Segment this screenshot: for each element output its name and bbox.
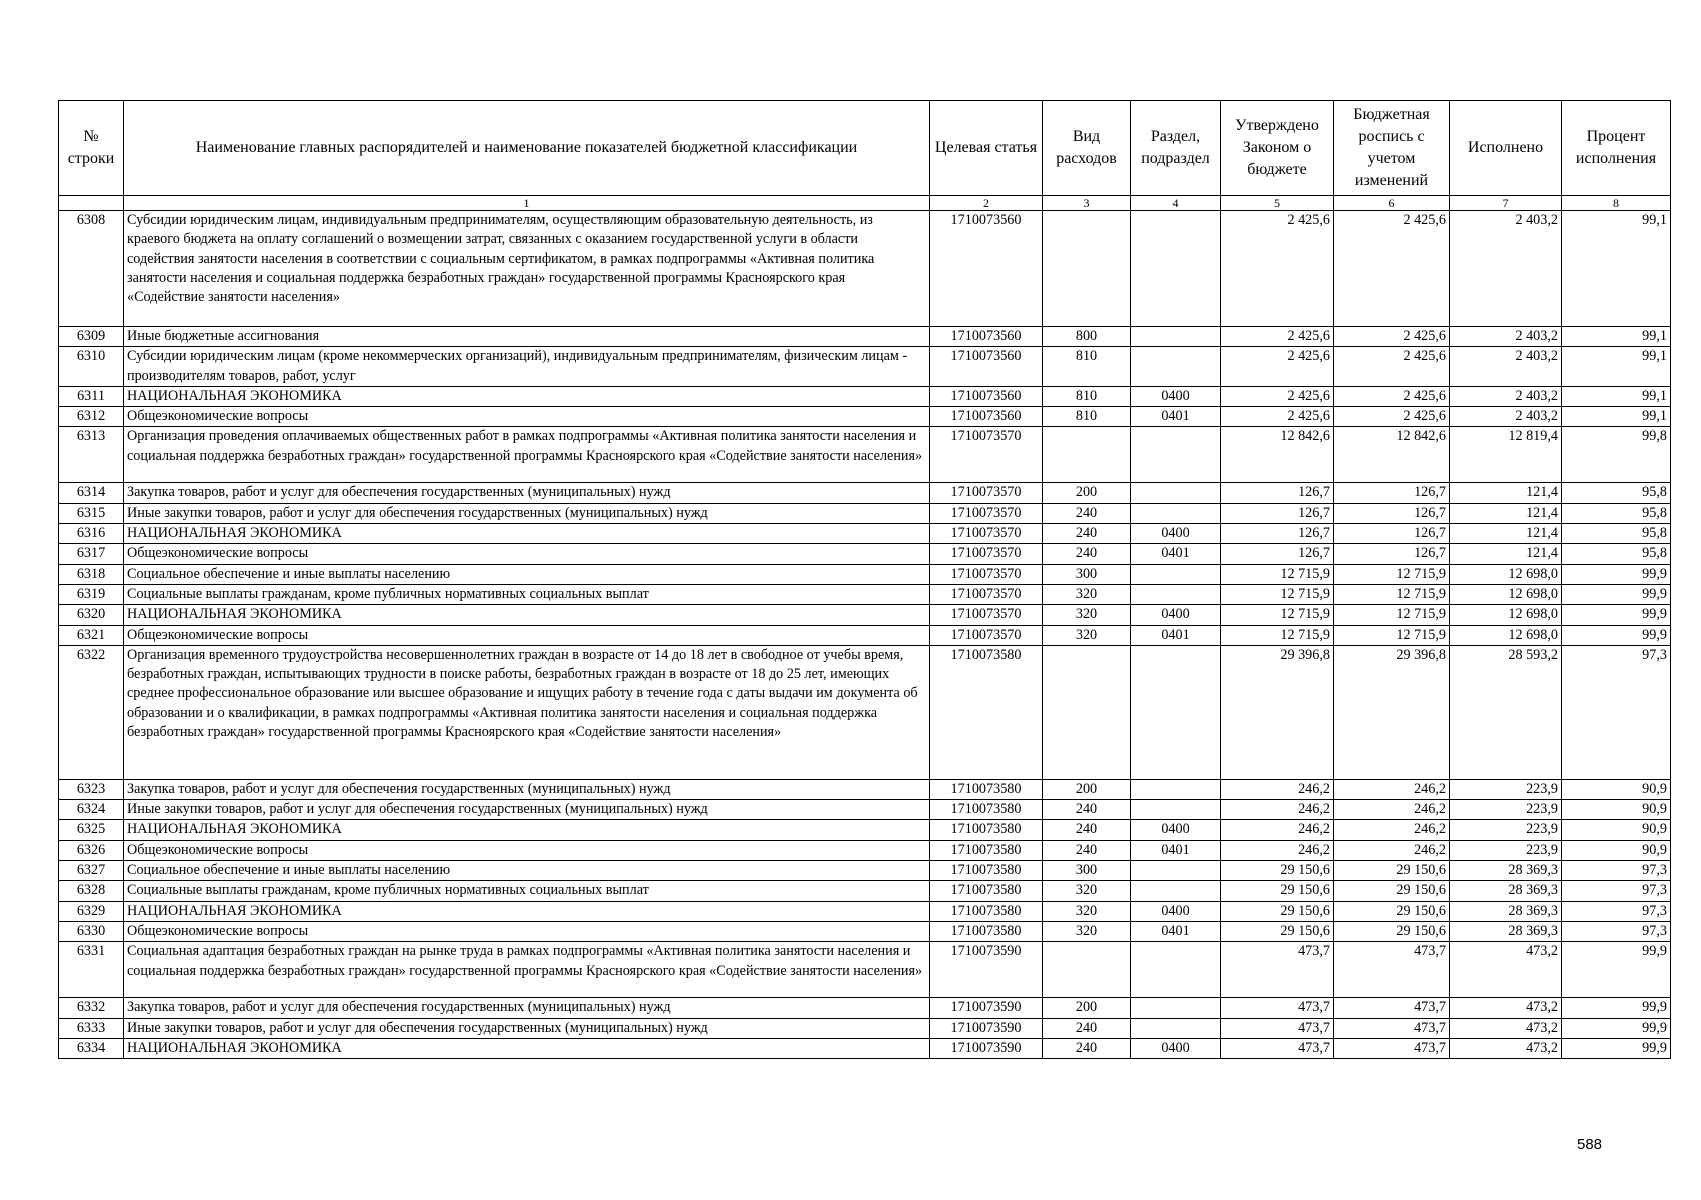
cell-approved: 2 425,6 <box>1221 327 1334 347</box>
cell-row-number: 6327 <box>59 861 124 881</box>
cell-name: Закупка товаров, работ и услуг для обеспечения государственных (муниципальных) нужд <box>124 998 930 1018</box>
colnum: 7 <box>1450 196 1562 211</box>
cell-row-number: 6317 <box>59 544 124 564</box>
cell-target-article: 1710073570 <box>930 544 1043 564</box>
cell-executed: 28 369,3 <box>1450 921 1562 941</box>
cell-row-number: 6315 <box>59 503 124 523</box>
cell-section: 0400 <box>1131 524 1221 544</box>
cell-name: Иные закупки товаров, работ и услуг для обеспечения государственных (муниципальных) нужд <box>124 800 930 820</box>
cell-section <box>1131 427 1221 483</box>
header-percent: Процент исполнения <box>1562 101 1671 196</box>
cell-expense-type: 320 <box>1043 584 1131 604</box>
table-row <box>59 921 1671 941</box>
cell-percent: 99,1 <box>1562 407 1671 427</box>
cell-executed: 473,2 <box>1450 1018 1562 1038</box>
cell-name: НАЦИОНАЛЬНАЯ ЭКОНОМИКА <box>124 901 930 921</box>
cell-executed: 2 403,2 <box>1450 211 1562 327</box>
cell-expense-type: 320 <box>1043 625 1131 645</box>
cell-name: Организация временного трудоустройства несовершеннолетних граждан в возрасте от 14 до 18 лет в свободное от учебы время, безработных граждан, испытывающих трудности в поиске работы, безработных граждан в возрасте от 18 до 25 лет, имеющих среднее профессиональное образование или высшее образование и ищущих работу в течение года с даты выдачи им документа об образовании и о квалификации, в рамках подпрограммы «Активная политика занятости населения и социальная поддержка безработных граждан» государственной программы Красноярского края «Содействие занятости населения» <box>124 645 930 779</box>
cell-row-number: 6310 <box>59 347 124 387</box>
cell-expense-type: 300 <box>1043 564 1131 584</box>
cell-approved: 473,7 <box>1221 942 1334 998</box>
cell-executed: 2 403,2 <box>1450 407 1562 427</box>
cell-expense-type: 300 <box>1043 861 1131 881</box>
cell-executed: 2 403,2 <box>1450 386 1562 406</box>
page-number: 588 <box>1577 1136 1603 1153</box>
cell-section <box>1131 645 1221 779</box>
cell-row-number: 6331 <box>59 942 124 998</box>
cell-section <box>1131 503 1221 523</box>
cell-percent: 95,8 <box>1562 524 1671 544</box>
cell-section <box>1131 800 1221 820</box>
cell-executed: 12 698,0 <box>1450 584 1562 604</box>
cell-budget-schedule: 29 150,6 <box>1334 861 1450 881</box>
cell-expense-type: 240 <box>1043 544 1131 564</box>
cell-name: НАЦИОНАЛЬНАЯ ЭКОНОМИКА <box>124 386 930 406</box>
cell-target-article: 1710073570 <box>930 564 1043 584</box>
cell-percent: 99,9 <box>1562 998 1671 1018</box>
table-row <box>59 998 1671 1018</box>
cell-expense-type: 200 <box>1043 779 1131 799</box>
cell-budget-schedule: 29 150,6 <box>1334 921 1450 941</box>
cell-row-number: 6324 <box>59 800 124 820</box>
cell-row-number: 6328 <box>59 881 124 901</box>
cell-section <box>1131 347 1221 387</box>
cell-expense-type: 240 <box>1043 1018 1131 1038</box>
cell-row-number: 6319 <box>59 584 124 604</box>
cell-executed: 121,4 <box>1450 524 1562 544</box>
table-row <box>59 1018 1671 1038</box>
table-body <box>59 211 1671 1059</box>
cell-percent: 99,9 <box>1562 942 1671 998</box>
cell-approved: 246,2 <box>1221 800 1334 820</box>
table-row <box>59 211 1671 327</box>
cell-approved: 473,7 <box>1221 998 1334 1018</box>
cell-row-number: 6332 <box>59 998 124 1018</box>
cell-name: Иные бюджетные ассигнования <box>124 327 930 347</box>
cell-expense-type: 320 <box>1043 921 1131 941</box>
cell-target-article: 1710073570 <box>930 483 1043 503</box>
cell-budget-schedule: 12 715,9 <box>1334 584 1450 604</box>
cell-section: 0400 <box>1131 605 1221 625</box>
cell-approved: 12 715,9 <box>1221 584 1334 604</box>
table-row <box>59 524 1671 544</box>
cell-executed: 28 369,3 <box>1450 901 1562 921</box>
cell-budget-schedule: 12 715,9 <box>1334 564 1450 584</box>
cell-expense-type: 810 <box>1043 386 1131 406</box>
cell-target-article: 1710073580 <box>930 779 1043 799</box>
cell-percent: 99,9 <box>1562 584 1671 604</box>
cell-name: Общеэкономические вопросы <box>124 625 930 645</box>
cell-target-article: 1710073580 <box>930 881 1043 901</box>
cell-expense-type: 200 <box>1043 998 1131 1018</box>
cell-section: 0401 <box>1131 840 1221 860</box>
colnum: 2 <box>930 196 1043 211</box>
cell-section: 0400 <box>1131 1038 1221 1058</box>
table-row <box>59 564 1671 584</box>
cell-percent: 95,8 <box>1562 483 1671 503</box>
cell-name: Иные закупки товаров, работ и услуг для обеспечения государственных (муниципальных) нужд <box>124 1018 930 1038</box>
table-row <box>59 942 1671 998</box>
cell-approved: 12 715,9 <box>1221 564 1334 584</box>
cell-approved: 126,7 <box>1221 524 1334 544</box>
cell-name: НАЦИОНАЛЬНАЯ ЭКОНОМИКА <box>124 1038 930 1058</box>
cell-section <box>1131 1018 1221 1038</box>
cell-target-article: 1710073590 <box>930 998 1043 1018</box>
cell-budget-schedule: 473,7 <box>1334 1038 1450 1058</box>
cell-approved: 246,2 <box>1221 820 1334 840</box>
colnum: 5 <box>1221 196 1334 211</box>
cell-target-article: 1710073570 <box>930 427 1043 483</box>
cell-budget-schedule: 29 396,8 <box>1334 645 1450 779</box>
cell-target-article: 1710073590 <box>930 1018 1043 1038</box>
cell-expense-type <box>1043 645 1131 779</box>
cell-row-number: 6322 <box>59 645 124 779</box>
cell-percent: 90,9 <box>1562 820 1671 840</box>
header-row-number: № строки <box>59 101 124 196</box>
cell-approved: 12 842,6 <box>1221 427 1334 483</box>
cell-row-number: 6333 <box>59 1018 124 1038</box>
cell-budget-schedule: 473,7 <box>1334 942 1450 998</box>
cell-budget-schedule: 29 150,6 <box>1334 881 1450 901</box>
cell-executed: 12 698,0 <box>1450 564 1562 584</box>
cell-executed: 28 369,3 <box>1450 861 1562 881</box>
cell-executed: 121,4 <box>1450 544 1562 564</box>
cell-section <box>1131 584 1221 604</box>
cell-executed: 121,4 <box>1450 483 1562 503</box>
cell-name: Социальные выплаты гражданам, кроме публичных нормативных социальных выплат <box>124 881 930 901</box>
column-number-row <box>59 196 1671 211</box>
cell-row-number: 6312 <box>59 407 124 427</box>
cell-executed: 12 698,0 <box>1450 605 1562 625</box>
cell-row-number: 6309 <box>59 327 124 347</box>
cell-row-number: 6326 <box>59 840 124 860</box>
cell-budget-schedule: 126,7 <box>1334 524 1450 544</box>
table-row <box>59 544 1671 564</box>
cell-executed: 28 593,2 <box>1450 645 1562 779</box>
cell-name: Закупка товаров, работ и услуг для обеспечения государственных (муниципальных) нужд <box>124 779 930 799</box>
cell-section <box>1131 942 1221 998</box>
cell-budget-schedule: 2 425,6 <box>1334 407 1450 427</box>
cell-executed: 2 403,2 <box>1450 347 1562 387</box>
cell-target-article: 1710073580 <box>930 901 1043 921</box>
cell-approved: 473,7 <box>1221 1038 1334 1058</box>
cell-approved: 2 425,6 <box>1221 386 1334 406</box>
cell-target-article: 1710073570 <box>930 584 1043 604</box>
cell-percent: 99,1 <box>1562 386 1671 406</box>
cell-row-number: 6321 <box>59 625 124 645</box>
cell-budget-schedule: 246,2 <box>1334 779 1450 799</box>
cell-name: Социальное обеспечение и иные выплаты населению <box>124 564 930 584</box>
cell-section: 0401 <box>1131 407 1221 427</box>
cell-approved: 12 715,9 <box>1221 625 1334 645</box>
cell-approved: 29 150,6 <box>1221 881 1334 901</box>
cell-row-number: 6308 <box>59 211 124 327</box>
cell-section: 0400 <box>1131 820 1221 840</box>
cell-percent: 95,8 <box>1562 503 1671 523</box>
cell-approved: 2 425,6 <box>1221 347 1334 387</box>
header-name: Наименование главных распорядителей и наименование показателей бюджетной классификации <box>124 101 930 196</box>
table-row <box>59 327 1671 347</box>
cell-budget-schedule: 12 715,9 <box>1334 605 1450 625</box>
cell-row-number: 6325 <box>59 820 124 840</box>
header-section: Раздел, подраздел <box>1131 101 1221 196</box>
cell-budget-schedule: 126,7 <box>1334 483 1450 503</box>
table-row <box>59 483 1671 503</box>
header-expense-type: Вид расходов <box>1043 101 1131 196</box>
cell-row-number: 6316 <box>59 524 124 544</box>
cell-expense-type: 200 <box>1043 483 1131 503</box>
cell-percent: 95,8 <box>1562 544 1671 564</box>
cell-percent: 97,3 <box>1562 921 1671 941</box>
cell-approved: 126,7 <box>1221 483 1334 503</box>
cell-budget-schedule: 246,2 <box>1334 820 1450 840</box>
cell-executed: 473,2 <box>1450 942 1562 998</box>
cell-row-number: 6314 <box>59 483 124 503</box>
colnum: 8 <box>1562 196 1671 211</box>
table-row <box>59 584 1671 604</box>
cell-name: Общеэкономические вопросы <box>124 544 930 564</box>
table-row <box>59 1038 1671 1058</box>
cell-percent: 99,9 <box>1562 1018 1671 1038</box>
cell-name: Иные закупки товаров, работ и услуг для обеспечения государственных (муниципальных) нужд <box>124 503 930 523</box>
cell-budget-schedule: 12 842,6 <box>1334 427 1450 483</box>
cell-expense-type: 810 <box>1043 347 1131 387</box>
colnum: 4 <box>1131 196 1221 211</box>
cell-name: Социальная адаптация безработных граждан на рынке труда в рамках подпрограммы «Активная политика занятости населения и социальная поддержка безработных граждан» государственной программы Красноярского края «Содействие занятости населения» <box>124 942 930 998</box>
cell-target-article: 1710073570 <box>930 503 1043 523</box>
cell-section: 0400 <box>1131 901 1221 921</box>
cell-executed: 223,9 <box>1450 820 1562 840</box>
cell-budget-schedule: 473,7 <box>1334 998 1450 1018</box>
header-executed: Исполнено <box>1450 101 1562 196</box>
cell-percent: 90,9 <box>1562 800 1671 820</box>
cell-expense-type: 240 <box>1043 820 1131 840</box>
cell-approved: 29 150,6 <box>1221 861 1334 881</box>
cell-expense-type <box>1043 942 1131 998</box>
cell-name: Субсидии юридическим лицам (кроме некоммерческих организаций), индивидуальным предпринимателям, физическим лицам - производителям товаров, работ, услуг <box>124 347 930 387</box>
cell-percent: 90,9 <box>1562 840 1671 860</box>
cell-budget-schedule: 2 425,6 <box>1334 386 1450 406</box>
cell-executed: 2 403,2 <box>1450 327 1562 347</box>
cell-percent: 99,9 <box>1562 605 1671 625</box>
table-row <box>59 386 1671 406</box>
cell-target-article: 1710073560 <box>930 386 1043 406</box>
cell-approved: 12 715,9 <box>1221 605 1334 625</box>
cell-name: Социальные выплаты гражданам, кроме публичных нормативных социальных выплат <box>124 584 930 604</box>
cell-expense-type <box>1043 211 1131 327</box>
cell-executed: 28 369,3 <box>1450 881 1562 901</box>
cell-executed: 473,2 <box>1450 1038 1562 1058</box>
cell-executed: 473,2 <box>1450 998 1562 1018</box>
cell-expense-type: 320 <box>1043 881 1131 901</box>
cell-row-number: 6323 <box>59 779 124 799</box>
cell-approved: 126,7 <box>1221 544 1334 564</box>
colnum: 1 <box>124 196 930 211</box>
cell-name: НАЦИОНАЛЬНАЯ ЭКОНОМИКА <box>124 605 930 625</box>
cell-row-number: 6313 <box>59 427 124 483</box>
cell-budget-schedule: 2 425,6 <box>1334 327 1450 347</box>
cell-target-article: 1710073580 <box>930 645 1043 779</box>
cell-percent: 99,9 <box>1562 564 1671 584</box>
cell-row-number: 6320 <box>59 605 124 625</box>
cell-section <box>1131 327 1221 347</box>
cell-budget-schedule: 2 425,6 <box>1334 211 1450 327</box>
cell-section <box>1131 881 1221 901</box>
cell-name: Общеэкономические вопросы <box>124 407 930 427</box>
table-row <box>59 861 1671 881</box>
cell-percent: 97,3 <box>1562 901 1671 921</box>
cell-target-article: 1710073580 <box>930 861 1043 881</box>
cell-approved: 2 425,6 <box>1221 211 1334 327</box>
cell-target-article: 1710073580 <box>930 820 1043 840</box>
cell-approved: 29 150,6 <box>1221 901 1334 921</box>
cell-expense-type: 240 <box>1043 840 1131 860</box>
table-row <box>59 625 1671 645</box>
cell-expense-type: 810 <box>1043 407 1131 427</box>
table-row <box>59 881 1671 901</box>
cell-budget-schedule: 126,7 <box>1334 544 1450 564</box>
cell-executed: 223,9 <box>1450 779 1562 799</box>
cell-budget-schedule: 12 715,9 <box>1334 625 1450 645</box>
cell-percent: 99,8 <box>1562 427 1671 483</box>
cell-budget-schedule: 246,2 <box>1334 840 1450 860</box>
cell-name: Социальное обеспечение и иные выплаты населению <box>124 861 930 881</box>
table-row <box>59 840 1671 860</box>
cell-expense-type: 240 <box>1043 503 1131 523</box>
table-row <box>59 503 1671 523</box>
cell-executed: 121,4 <box>1450 503 1562 523</box>
table-row <box>59 347 1671 387</box>
cell-row-number: 6330 <box>59 921 124 941</box>
table-row <box>59 645 1671 779</box>
header-approved: Утверждено Законом о бюджете <box>1221 101 1334 196</box>
cell-expense-type: 320 <box>1043 605 1131 625</box>
cell-name: Закупка товаров, работ и услуг для обеспечения государственных (муниципальных) нужд <box>124 483 930 503</box>
cell-executed: 12 698,0 <box>1450 625 1562 645</box>
table-header-row <box>59 101 1671 196</box>
cell-percent: 99,1 <box>1562 347 1671 387</box>
cell-expense-type: 320 <box>1043 901 1131 921</box>
cell-section: 0401 <box>1131 921 1221 941</box>
cell-target-article: 1710073560 <box>930 347 1043 387</box>
table-row <box>59 605 1671 625</box>
cell-section <box>1131 861 1221 881</box>
cell-percent: 97,3 <box>1562 881 1671 901</box>
cell-budget-schedule: 473,7 <box>1334 1018 1450 1038</box>
cell-target-article: 1710073570 <box>930 625 1043 645</box>
budget-table <box>58 100 1671 1059</box>
cell-executed: 12 819,4 <box>1450 427 1562 483</box>
cell-name: Субсидии юридическим лицам, индивидуальным предпринимателям, осуществляющим образовательную деятельность, из краевого бюджета на оплату соглашений о возмещении затрат, связанных с оказанием государственной услуги в области содействия занятости населения в соответствии с социальным сертификатом, в рамках подпрограммы «Активная политика занятости населения и социальная поддержка безработных граждан» государственной программы Красноярского края «Содействие занятости населения» <box>124 211 930 327</box>
cell-target-article: 1710073570 <box>930 605 1043 625</box>
cell-percent: 97,3 <box>1562 861 1671 881</box>
cell-budget-schedule: 246,2 <box>1334 800 1450 820</box>
cell-target-article: 1710073590 <box>930 942 1043 998</box>
cell-target-article: 1710073580 <box>930 921 1043 941</box>
cell-expense-type: 240 <box>1043 800 1131 820</box>
cell-target-article: 1710073580 <box>930 840 1043 860</box>
table-row <box>59 800 1671 820</box>
cell-target-article: 1710073560 <box>930 211 1043 327</box>
cell-section <box>1131 211 1221 327</box>
cell-approved: 246,2 <box>1221 840 1334 860</box>
table-row <box>59 407 1671 427</box>
colnum-blank <box>59 196 124 211</box>
cell-target-article: 1710073570 <box>930 524 1043 544</box>
cell-section: 0401 <box>1131 625 1221 645</box>
cell-target-article: 1710073590 <box>930 1038 1043 1058</box>
cell-expense-type: 240 <box>1043 524 1131 544</box>
cell-expense-type <box>1043 427 1131 483</box>
table-row <box>59 901 1671 921</box>
cell-name: Общеэкономические вопросы <box>124 921 930 941</box>
cell-approved: 29 396,8 <box>1221 645 1334 779</box>
cell-expense-type: 800 <box>1043 327 1131 347</box>
table-row <box>59 779 1671 799</box>
cell-percent: 99,1 <box>1562 327 1671 347</box>
cell-executed: 223,9 <box>1450 800 1562 820</box>
cell-row-number: 6318 <box>59 564 124 584</box>
cell-section: 0400 <box>1131 386 1221 406</box>
cell-budget-schedule: 126,7 <box>1334 503 1450 523</box>
colnum: 6 <box>1334 196 1450 211</box>
cell-approved: 29 150,6 <box>1221 921 1334 941</box>
cell-section <box>1131 564 1221 584</box>
cell-name: НАЦИОНАЛЬНАЯ ЭКОНОМИКА <box>124 524 930 544</box>
cell-section <box>1131 779 1221 799</box>
cell-budget-schedule: 2 425,6 <box>1334 347 1450 387</box>
cell-name: НАЦИОНАЛЬНАЯ ЭКОНОМИКА <box>124 820 930 840</box>
table-row <box>59 427 1671 483</box>
cell-percent: 99,9 <box>1562 625 1671 645</box>
header-target-article: Целевая статья <box>930 101 1043 196</box>
cell-executed: 223,9 <box>1450 840 1562 860</box>
cell-row-number: 6329 <box>59 901 124 921</box>
cell-target-article: 1710073580 <box>930 800 1043 820</box>
cell-row-number: 6334 <box>59 1038 124 1058</box>
cell-name: Организация проведения оплачиваемых общественных работ в рамках подпрограммы «Активная политика занятости населения и социальная поддержка безработных граждан» государственной программы Красноярского края «Содействие занятости населения» <box>124 427 930 483</box>
table-row <box>59 820 1671 840</box>
header-budget-schedule: Бюджетная роспись с учетом изменений <box>1334 101 1450 196</box>
cell-section <box>1131 998 1221 1018</box>
cell-section <box>1131 483 1221 503</box>
cell-percent: 90,9 <box>1562 779 1671 799</box>
cell-target-article: 1710073560 <box>930 327 1043 347</box>
cell-target-article: 1710073560 <box>930 407 1043 427</box>
cell-approved: 473,7 <box>1221 1018 1334 1038</box>
cell-row-number: 6311 <box>59 386 124 406</box>
cell-percent: 99,9 <box>1562 1038 1671 1058</box>
cell-name: Общеэкономические вопросы <box>124 840 930 860</box>
cell-section: 0401 <box>1131 544 1221 564</box>
cell-percent: 99,1 <box>1562 211 1671 327</box>
cell-approved: 2 425,6 <box>1221 407 1334 427</box>
cell-expense-type: 240 <box>1043 1038 1131 1058</box>
colnum: 3 <box>1043 196 1131 211</box>
cell-budget-schedule: 29 150,6 <box>1334 901 1450 921</box>
cell-approved: 126,7 <box>1221 503 1334 523</box>
cell-percent: 97,3 <box>1562 645 1671 779</box>
cell-approved: 246,2 <box>1221 779 1334 799</box>
